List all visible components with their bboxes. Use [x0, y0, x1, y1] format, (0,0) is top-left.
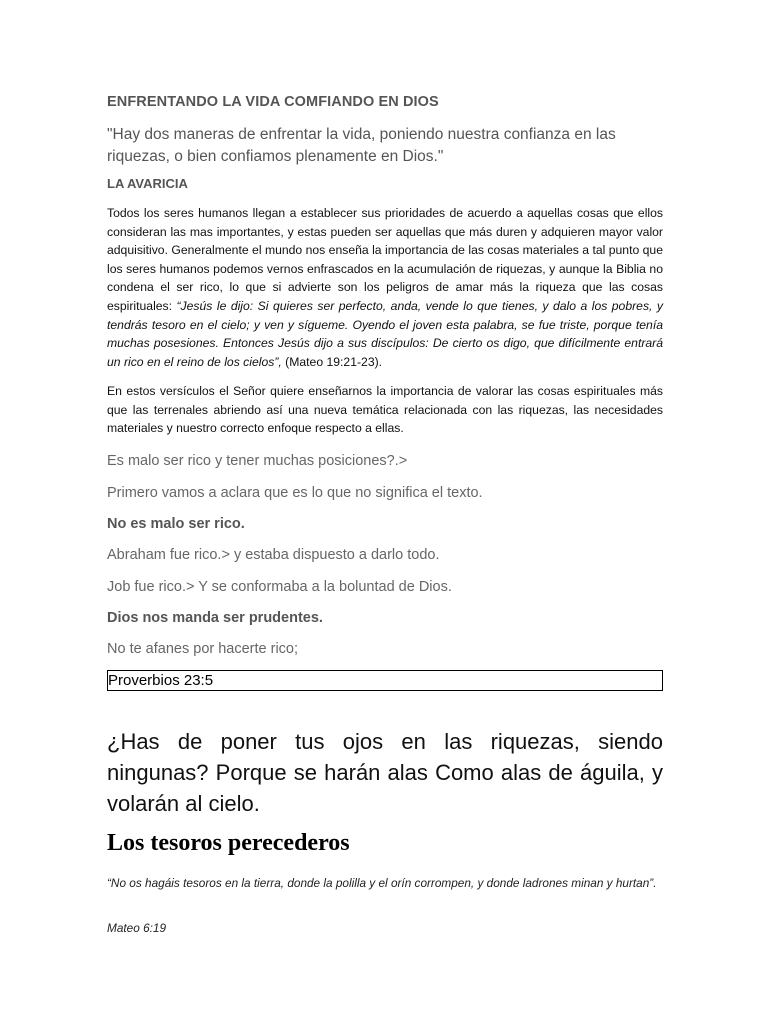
paragraph-1-reference: (Mateo 19:21-23).: [281, 354, 383, 369]
point-heading-2: Dios nos manda ser prudentes.: [107, 610, 323, 626]
paragraph-2: En estos versículos el Señor quiere enseñarnos la importancia de valorar las cosas espirituales más que las terrenales abriendo así una nueva temática relacionada con las riquezas, las necesidades materiales y nuestro correcto enfoque respecto a ellas.: [107, 384, 663, 436]
question-line: Es malo ser rico y tener muchas posiciones?.>: [107, 453, 408, 469]
closing-reference: Mateo 6:19: [107, 921, 167, 935]
paragraph-1: [107, 204, 663, 371]
section-heading-2: Los tesoros perecederos: [107, 830, 350, 856]
document-title: ENFRENTANDO LA VIDA COMFIANDO EN DIOS: [107, 94, 439, 110]
intro-quote: "Hay dos maneras de enfrentar la vida, poniendo nuestra confianza en las riquezas, o bien confiamos plenamente en Dios.": [107, 126, 616, 165]
proverbs-reference-box: Proverbios 23:5: [107, 670, 663, 691]
proverb-line: No te afanes por hacerte rico;: [107, 641, 299, 657]
section-heading: LA AVARICIA: [107, 176, 188, 191]
paragraph-1-scripture: “Jesús le dijo: Si quieres ser perfecto, anda, vende lo que tienes, y dalo a los pobres, y tendrás tesoro en el cielo; y ven y sígueme. Oyendo el joven esta palabra, se fue triste, porque tenía muchas posesiones. Entonces Jesús dijo a sus discípulos: De cierto os digo, que difícilmente entrará un rico en el reino de los cielos”,: [107, 298, 663, 369]
proverbs-verse: ¿Has de poner tus ojos en las riquezas, siendo ningunas? Porque se harán alas Como alas de águila, y volarán al cielo.: [107, 729, 663, 816]
job-line: Job fue rico.> Y se conformaba a la boluntad de Dios.: [107, 579, 452, 595]
paragraph-1-text: Todos los seres humanos llegan a establecer sus prioridades de acuerdo a aquellas cosas que ellos consideran las mas importantes, y estas pueden ser aquellas que más duren y adquieren mayor valor adquisitivo. Generalmente el mundo nos enseña la importancia de las cosas materiales a tal punto que los seres humanos podemos vernos enfrascados en la acumulación de riquezas, y aunque la Biblia no condena el ser rico, lo que si advierte son los peligros de amar más la riqueza que las cosas espirituales:: [107, 206, 663, 313]
abraham-line: Abraham fue rico.> y estaba dispuesto a darlo todo.: [107, 547, 440, 563]
clarification-line: Primero vamos a aclara que es lo que no significa el texto.: [107, 485, 483, 501]
point-heading-1: No es malo ser rico.: [107, 516, 245, 532]
closing-quote: “No os hagáis tesoros en la tierra, donde la polilla y el orín corrompen, y donde ladrones minan y hurtan”.: [107, 876, 657, 890]
